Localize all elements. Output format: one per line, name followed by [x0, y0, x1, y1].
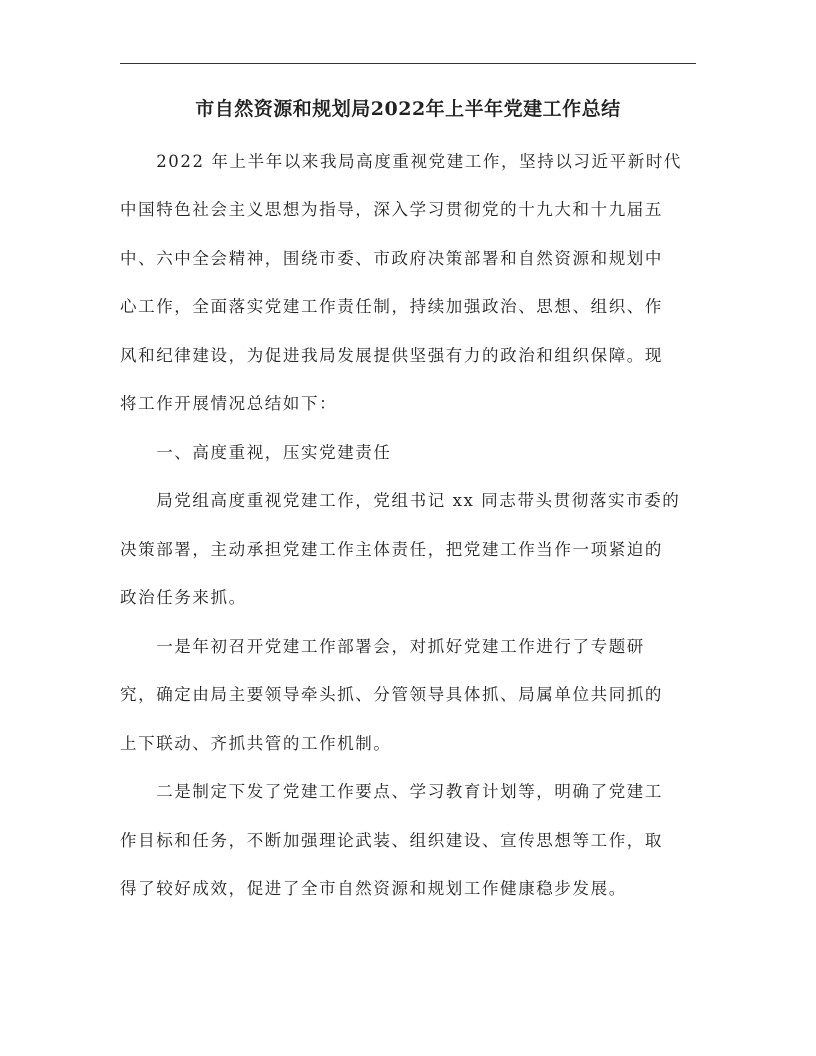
text-line: 将工作开展情况总结如下：	[120, 394, 338, 413]
text-line: 得了较好成效，促进了全市自然资源和规划工作健康稳步发展。	[120, 879, 627, 898]
text-line: 政治任务来抓。	[120, 588, 247, 607]
text-line: 究，确定由局主要领导牵头抓、分管领导具体抓、局属单位共同抓的	[120, 685, 663, 704]
text-line: 局党组高度重视党建工作，党组书记 xx 同志带头贯彻落实市委的	[120, 491, 681, 510]
document-title: 市自然资源和规划局2022年上半年党建工作总结	[195, 98, 621, 120]
text-line: 中国特色社会主义思想为指导，深入学习贯彻党的十九大和十九届五	[120, 200, 663, 219]
text-line: 心工作，全面落实党建工作责任制，持续加强政治、思想、组织、作	[120, 297, 663, 316]
text-line: 中、六中全会精神，围绕市委、市政府决策部署和自然资源和规划中	[120, 249, 663, 268]
text-line: 上下联动、齐抓共管的工作机制。	[120, 734, 392, 753]
text-line: 二是制定下发了党建工作要点、学习教育计划等，明确了党建工	[120, 782, 663, 801]
text-line: 决策部署，主动承担党建工作主体责任，把党建工作当作一项紧迫的	[120, 540, 663, 559]
header-rule	[120, 63, 696, 64]
text-line: 2022 年上半年以来我局高度重视党建工作，坚持以习近平新时代	[120, 152, 683, 171]
section-heading: 一、高度重视，压实党建责任	[120, 443, 392, 462]
text-line: 作目标和任务，不断加强理论武装、组织建设、宣传思想等工作，取	[120, 831, 663, 850]
text-line: 风和纪律建设，为促进我局发展提供坚强有力的政治和组织保障。现	[120, 346, 663, 365]
text-line: 一是年初召开党建工作部署会，对抓好党建工作进行了专题研	[120, 637, 645, 656]
